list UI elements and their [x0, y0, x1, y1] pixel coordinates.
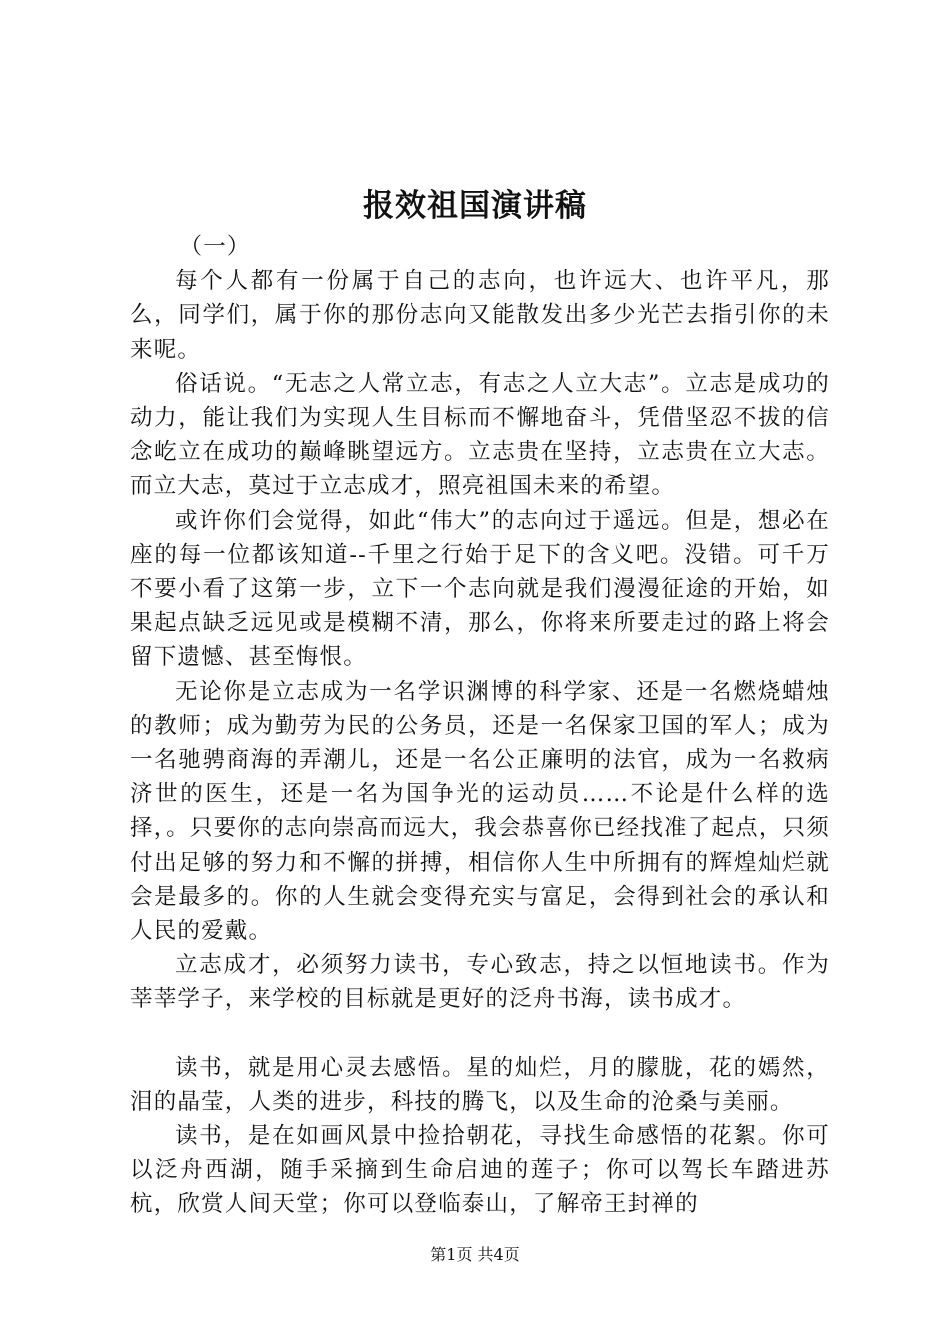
paragraph: 立志成才，必须努力读书，专心致志，持之以恒地读书。作为莘莘学子，来学校的目标就是更好的泛舟书海，读书成才。: [130, 952, 830, 1013]
paragraph: 无论你是立志成为一名学识渊博的科学家、还是一名燃烧蜡烛的教师；成为勤劳为民的公务员，还是一名保家卫国的军人；成为一名驰骋商海的弄潮儿，还是一名公正廉明的法官，成为一名救病济世的医生，还是一名为国争光的运动员……不论是什么样的选择，。只要你的志向崇高而远大，我会恭喜你已经找准了起点，只须付出足够的努力和不懈的拼搏，相信你人生中所拥有的辉煌灿烂就会是最多的。你的人生就会变得充实与富足，会得到社会的承认和人民的爱戴。: [130, 678, 830, 945]
paragraph: 读书，是在如画风景中捡拾朝花，寻找生命感悟的花絮。你可以泛舟西湖，随手采摘到生命启迪的莲子；你可以驾长车踏进苏杭，欣赏人间天堂；你可以登临泰山，了解帝王封禅的: [130, 1123, 830, 1218]
paragraph: 每个人都有一份属于自己的志向，也许远大、也许平凡，那么，同学们，属于你的那份志向又能散发出多少光芒去指引你的未来呢。: [130, 268, 830, 363]
paragraph: 读书，就是用心灵去感悟。星的灿烂，月的朦胧，花的嫣然，泪的晶莹，人类的进步，科技的腾飞，以及生命的沧桑与美丽。: [130, 1054, 830, 1115]
section-marker: （一）: [179, 234, 251, 260]
page-title: 报效祖国演讲稿: [363, 188, 587, 224]
document-body: [130, 230, 830, 1222]
page-footer: 第1页 共4页: [430, 1245, 520, 1264]
paragraph: 俗话说。“无志之人常立志，有志之人立大志”。立志是成功的动力，能让我们为实现人生目标而不懈地奋斗，凭借坚忍不拔的信念屹立在成功的巅峰眺望远方。立志贵在坚持，立志贵在立大志。而立大志，莫过于立志成才，照亮祖国未来的希望。: [130, 370, 830, 500]
paragraph: 或许你们会觉得，如此“伟大”的志向过于遥远。但是，想必在座的每一位都该知道--千里之行始于足下的含义吧。没错。可千万不要小看了这第一步，立下一个志向就是我们漫漫征途的开始，如果起点缺乏远见或是模糊不清，那么，你将来所要走过的路上将会留下遗憾、甚至悔恨。: [130, 507, 830, 671]
